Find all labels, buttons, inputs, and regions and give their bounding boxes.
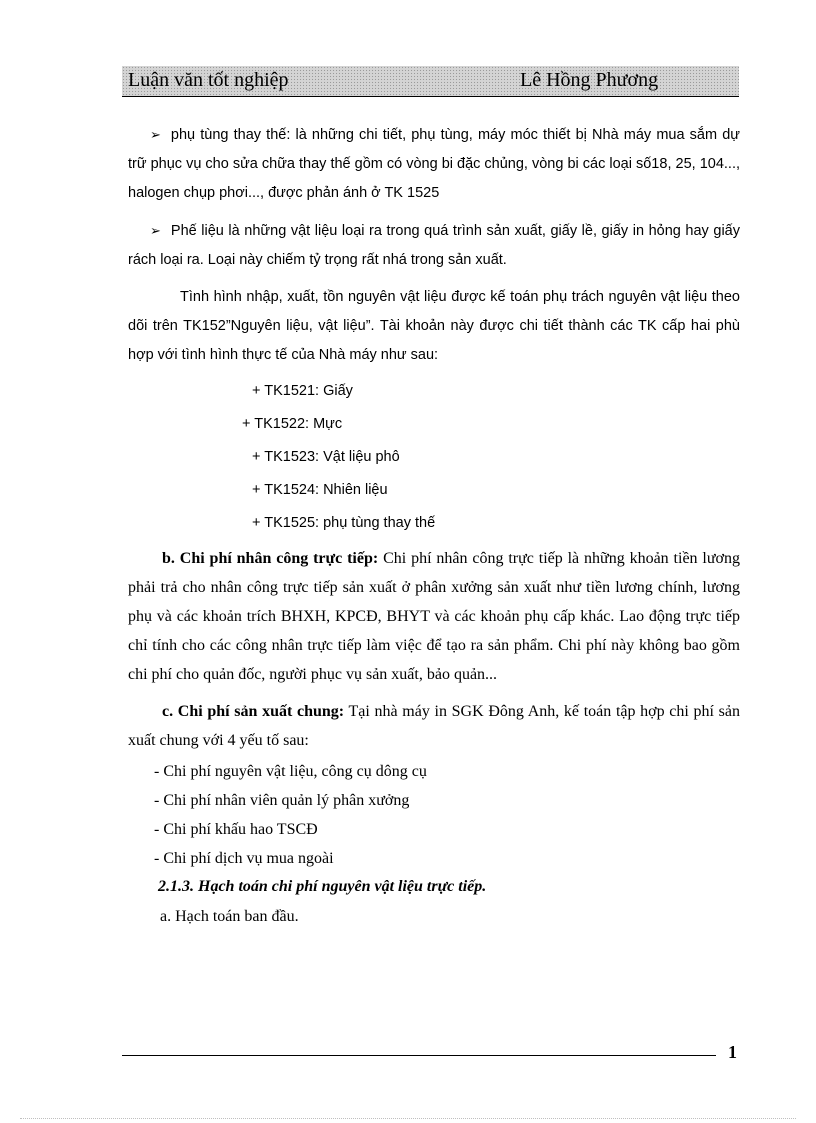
bullet-paragraph bbox=[128, 120, 740, 208]
page-header bbox=[122, 66, 739, 97]
account-list bbox=[128, 375, 740, 540]
factor-item: - Chi phí nhân viên quản lý phân xưởng bbox=[154, 792, 410, 809]
section-c-paragraph bbox=[128, 697, 740, 755]
account-item: + TK1524: Nhiên liệu bbox=[252, 482, 388, 498]
factor-item: - Chi phí khấu hao TSCĐ bbox=[154, 821, 318, 838]
arrow-bullet-icon: ➢ bbox=[150, 127, 161, 142]
page-number: 1 bbox=[728, 1042, 737, 1062]
account-item: + TK1521: Giấy bbox=[252, 383, 353, 399]
section-c-text: Tại nhà máy in SGK Đông Anh, kế toán tập hợp chi phí sản xuất chung với 4 yếu tố sau: bbox=[128, 703, 740, 749]
section-c-title: c. Chi phí sản xuất chung: bbox=[162, 703, 345, 720]
intro-paragraph: Tình hình nhập, xuất, tồn nguyên vật liệu được kế toán phụ trách nguyên vật liệu theo dõi trên TK152”Nguyên liệu, vật liệu”. Tài khoản này được chi tiết thành các TK cấp hai phù hợp với tình hình thực tế của Nhà máy như sau: bbox=[128, 289, 740, 363]
document-body bbox=[128, 120, 740, 933]
bullet-text: Phế liệu là những vật liệu loại ra trong quá trình sản xuất, giấy lề, giấy in hỏng hay giấy rách loại ra. Loại này chiếm tỷ trọng rất nhá trong sản xuất. bbox=[128, 223, 740, 268]
factor-item: - Chi phí dịch vụ mua ngoài bbox=[154, 850, 334, 867]
factor-list bbox=[128, 757, 740, 873]
bullet-paragraph bbox=[128, 216, 740, 275]
bullet-text: phụ tùng thay thế: là những chi tiết, phụ tùng, máy móc thiết bị Nhà máy mua sắm dự trữ phục vụ cho sửa chữa thay thế gồm có vòng bi đặc chủng, vòng bi các loại số18, 25, 104..., halogen chụp phơi..., được phản ánh ở TK 1525 bbox=[128, 127, 740, 201]
subheading: 2.1.3. Hạch toán chi phí nguyên vật liệu trực tiếp. bbox=[158, 878, 487, 895]
factor-item: - Chi phí nguyên vật liệu, công cụ dông cụ bbox=[154, 763, 427, 780]
section-b-paragraph bbox=[128, 544, 740, 689]
header-title: Luận văn tốt nghiệp bbox=[128, 69, 289, 91]
footer-rule bbox=[122, 1055, 716, 1056]
account-item: + TK1523: Vật liệu phô bbox=[252, 449, 400, 465]
account-item: + TK1525: phụ tùng thay thế bbox=[252, 515, 436, 531]
arrow-bullet-icon: ➢ bbox=[150, 223, 161, 238]
section-b-title: b. Chi phí nhân công trực tiếp: bbox=[162, 550, 379, 567]
sub-subheading: a. Hạch toán ban đầu. bbox=[160, 908, 299, 925]
header-author: Lê Hồng Phương bbox=[520, 69, 659, 91]
account-item: + TK1522: Mực bbox=[242, 416, 343, 432]
section-b-text: Chi phí nhân công trực tiếp là những khoản tiền lương phải trả cho nhân công trực tiếp sản xuất ở phân xưởng sản xuất như tiền lương chính, lương phụ và các khoản trích BHXH, KPCĐ, BHYT và các khoản phụ cấp khác. Lao động trực tiếp chỉ tính cho các công nhân trực tiếp làm việc để tạo ra sản phẩm. Chi phí này không bao gồm chi phí cho quản đốc, người phục vụ sản xuất, bảo quản... bbox=[128, 550, 740, 683]
page-edge-divider bbox=[20, 1118, 796, 1119]
